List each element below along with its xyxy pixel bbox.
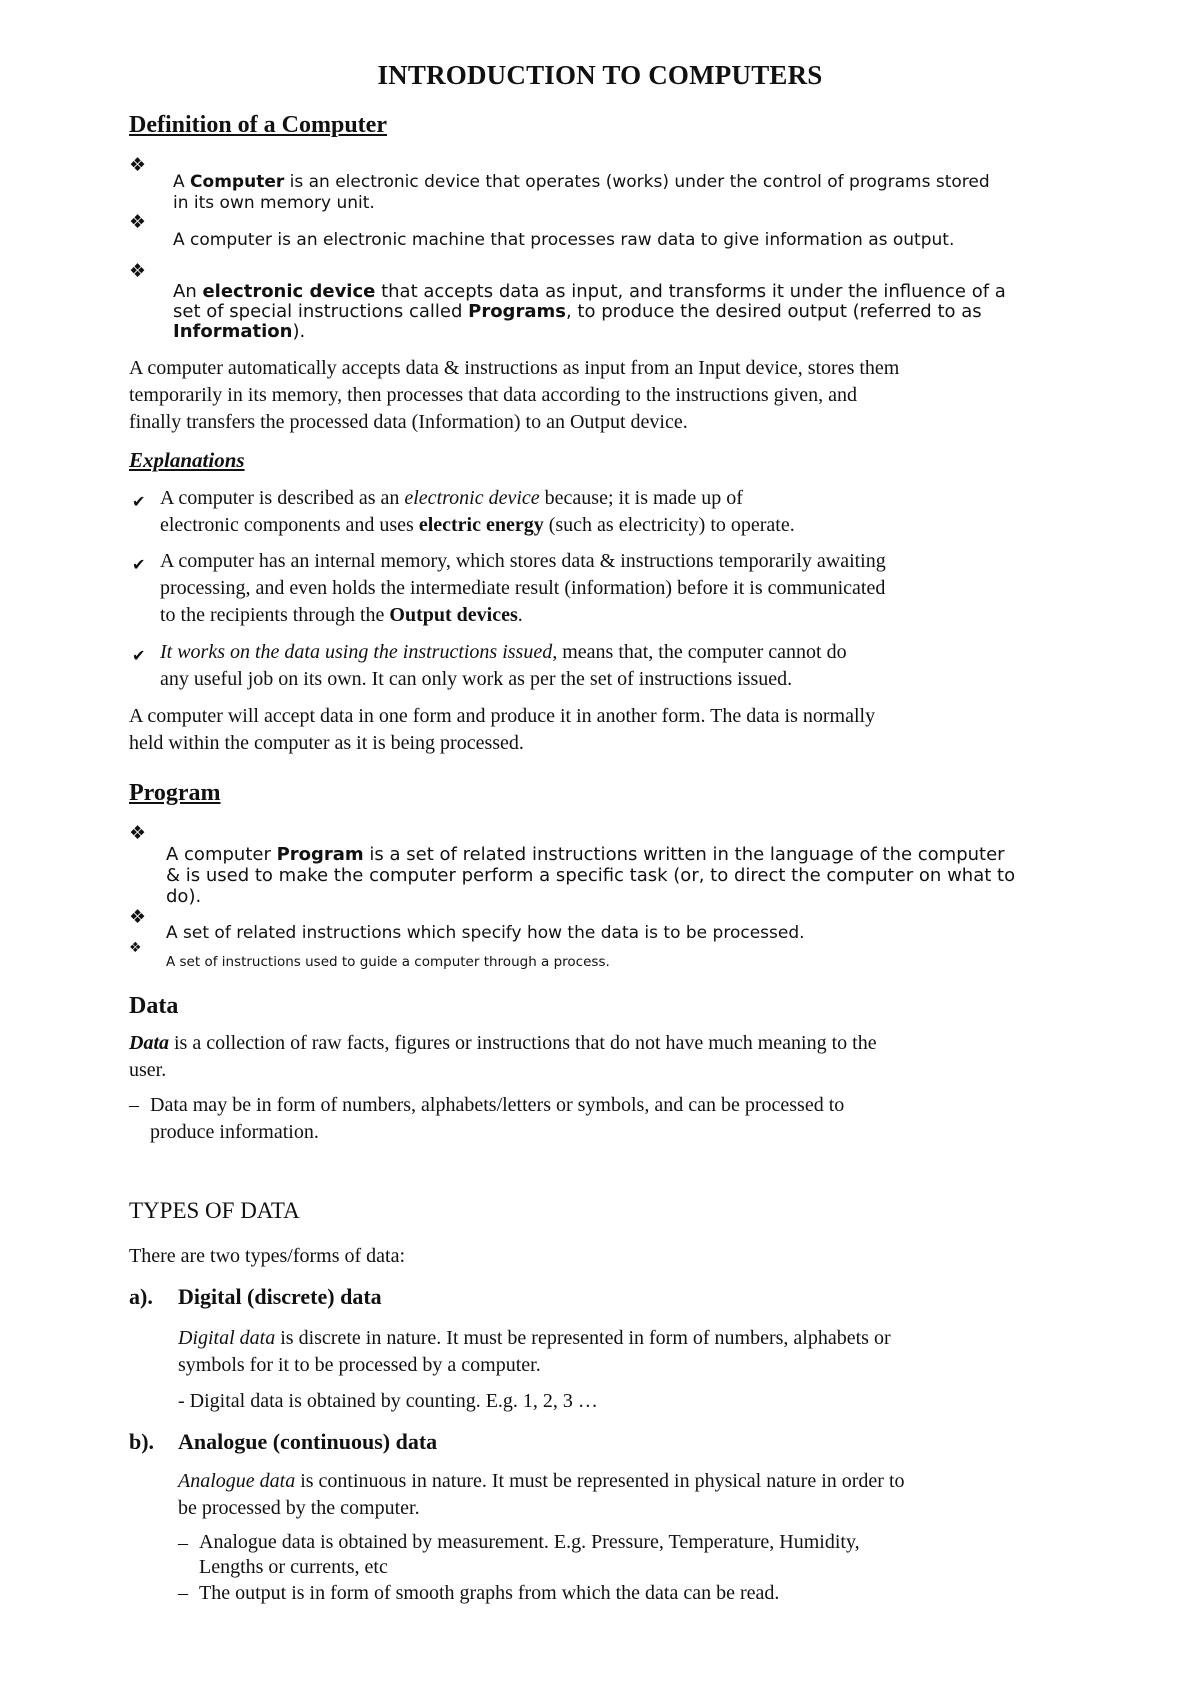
definition-bullet-2: A computer is an electronic machine that processes raw data to give information as output. — [173, 230, 955, 250]
type-a-label: a). — [129, 1284, 153, 1309]
types-intro: There are two types/forms of data: — [129, 1245, 406, 1267]
explanation-item-2: A computer has an internal memory, which stores data & instructions temporarily awaiting processing, and even holds the intermediate result (information) before it is communicated to the recipients through the Output devices. — [160, 550, 886, 626]
diamond-bullet-icon: ❖ — [129, 211, 147, 233]
diamond-bullet-icon: ❖ — [129, 154, 147, 176]
explanation-item-3: It works on the data using the instructions issued, means that, the computer cannot do any useful job on its own. It can only work as per the set of instructions issued. — [160, 641, 847, 690]
type-a-title: Digital (discrete) data — [178, 1284, 382, 1309]
type-b-point-2: The output is in form of smooth graphs from which the data can be read. — [199, 1582, 780, 1604]
dash-bullet: – — [178, 1582, 188, 1604]
dash-bullet: – — [129, 1094, 139, 1116]
definition-paragraph: A computer automatically accepts data & instructions as input from an Input device, stores them temporarily in its memory, then processes that data according to the instructions given, and finally transfers the processed data (Information) to an Output device. — [129, 357, 900, 433]
program-bullet-1: A computer Program is a set of related instructions written in the language of the computer & is used to make the computer perform a specific task (or, to direct the computer on what to do). — [166, 844, 1016, 907]
definition-heading: Definition of a Computer — [129, 112, 387, 138]
diamond-bullet-icon: ❖ — [129, 906, 147, 928]
data-definition: Data is a collection of raw facts, figures or instructions that do not have much meaning to the user. — [129, 1032, 877, 1081]
program-heading: Program — [129, 780, 221, 806]
type-a-example: - Digital data is obtained by counting. E.g. 1, 2, 3 … — [178, 1390, 598, 1412]
page-title: INTRODUCTION TO COMPUTERS — [377, 60, 823, 90]
diamond-bullet-icon: ❖ — [129, 260, 147, 282]
dash-bullet: – — [178, 1532, 188, 1554]
definition-bullet-3: An electronic device that accepts data as input, and transforms it under the influence of a set of special instructions called Programs, to produce the desired output (referred to as Information). — [173, 281, 1006, 342]
types-heading: TYPES OF DATA — [129, 1198, 300, 1223]
type-b-title: Analogue (continuous) data — [178, 1429, 438, 1454]
type-b-label: b). — [129, 1429, 155, 1454]
diamond-bullet-icon: ❖ — [129, 822, 147, 844]
check-bullet-icon: ✔ — [132, 555, 146, 574]
type-b-description: Analogue data is continuous in nature. It must be represented in physical nature in order to be processed by the computer. — [178, 1470, 905, 1519]
type-a-description: Digital data is discrete in nature. It must be represented in form of numbers, alphabets or symbols for it to be processed by a computer. — [178, 1327, 891, 1376]
explanations-paragraph: A computer will accept data in one form and produce it in another form. The data is normally held within the computer as it is being processed. — [129, 705, 876, 754]
explanations-heading: Explanations — [129, 448, 245, 472]
program-bullet-3: A set of instructions used to guide a computer through a process. — [166, 954, 610, 970]
type-b-point-1: Analogue data is obtained by measurement. E.g. Pressure, Temperature, Humidity, Lengths or currents, etc — [199, 1531, 860, 1578]
diamond-bullet-icon: ❖ — [129, 940, 142, 956]
check-bullet-icon: ✔ — [132, 492, 146, 511]
data-point-1: Data may be in form of numbers, alphabets/letters or symbols, and can be processed to produce information. — [150, 1094, 845, 1143]
check-bullet-icon: ✔ — [132, 646, 146, 665]
program-bullet-2: A set of related instructions which specify how the data is to be processed. — [166, 923, 805, 943]
explanation-item-1: A computer is described as an electronic device because; it is made up of electronic components and uses electric energy (such as electricity) to operate. — [160, 487, 795, 536]
definition-bullet-1: A Computer is an electronic device that operates (works) under the control of programs stored in its own memory unit. — [173, 172, 990, 213]
data-heading: Data — [129, 993, 179, 1019]
